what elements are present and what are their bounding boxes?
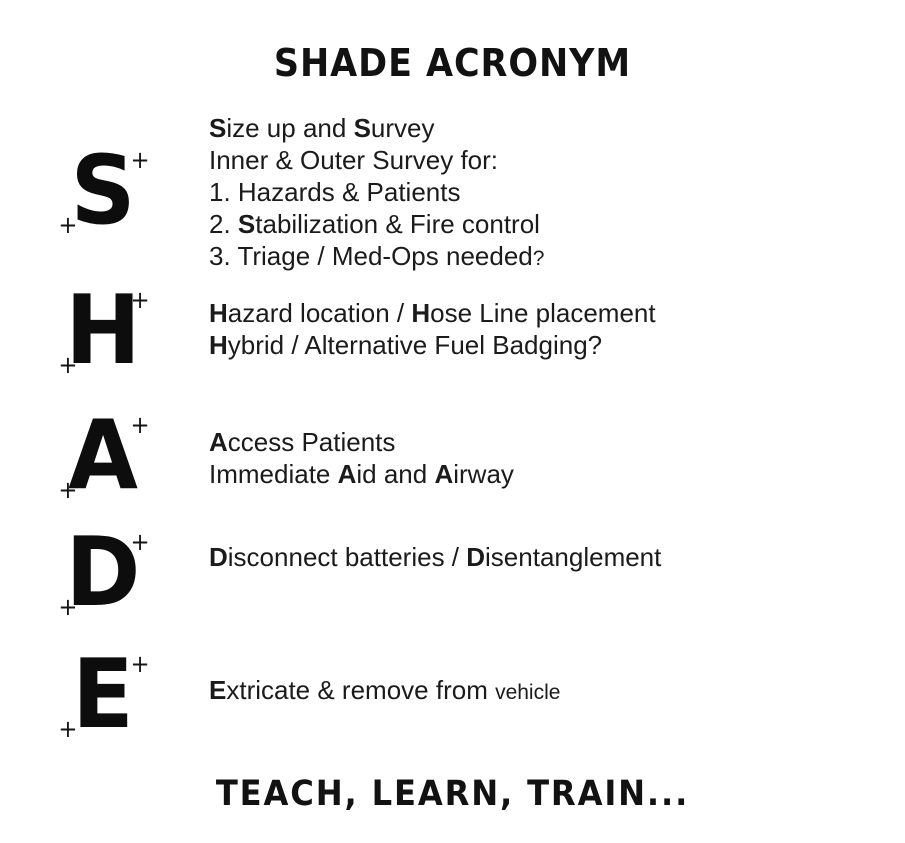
big-letter-s: + S + bbox=[51, 144, 156, 239]
footer-slogan: TEACH, LEARN, TRAIN... bbox=[215, 774, 690, 814]
section-d-text bbox=[209, 541, 849, 573]
text-line: Hybrid / Alternative Fuel Badging? bbox=[209, 330, 603, 360]
text-line: Hazard location / Hose Line placement bbox=[209, 298, 656, 328]
text-line: 1. Hazards & Patients bbox=[209, 177, 461, 207]
big-letter-d: + D + bbox=[51, 526, 156, 621]
text-line: Size up and Survey bbox=[209, 113, 435, 143]
text-line: 2. Stabilization & Fire control bbox=[209, 209, 540, 239]
big-letter-h: + H + bbox=[51, 284, 156, 379]
text-line: Disconnect batteries / Disentanglement bbox=[209, 542, 662, 572]
text-line: Access Patients bbox=[209, 427, 396, 457]
text-line: Immediate Aid and Airway bbox=[209, 459, 514, 489]
text-line: Inner & Outer Survey for: bbox=[209, 145, 499, 175]
big-letter-a: + A + bbox=[51, 409, 156, 504]
section-e-text bbox=[209, 674, 849, 709]
text-line: Extricate & remove from vehicle bbox=[209, 675, 561, 705]
section-h-text bbox=[209, 297, 849, 361]
big-letter-e: + E + bbox=[51, 648, 156, 743]
section-a-text bbox=[209, 426, 849, 490]
section-s-text bbox=[209, 112, 849, 275]
text-line: 3. Triage / Med-Ops needed? bbox=[209, 241, 545, 271]
page-title: SHADE ACRONYM bbox=[273, 41, 632, 86]
